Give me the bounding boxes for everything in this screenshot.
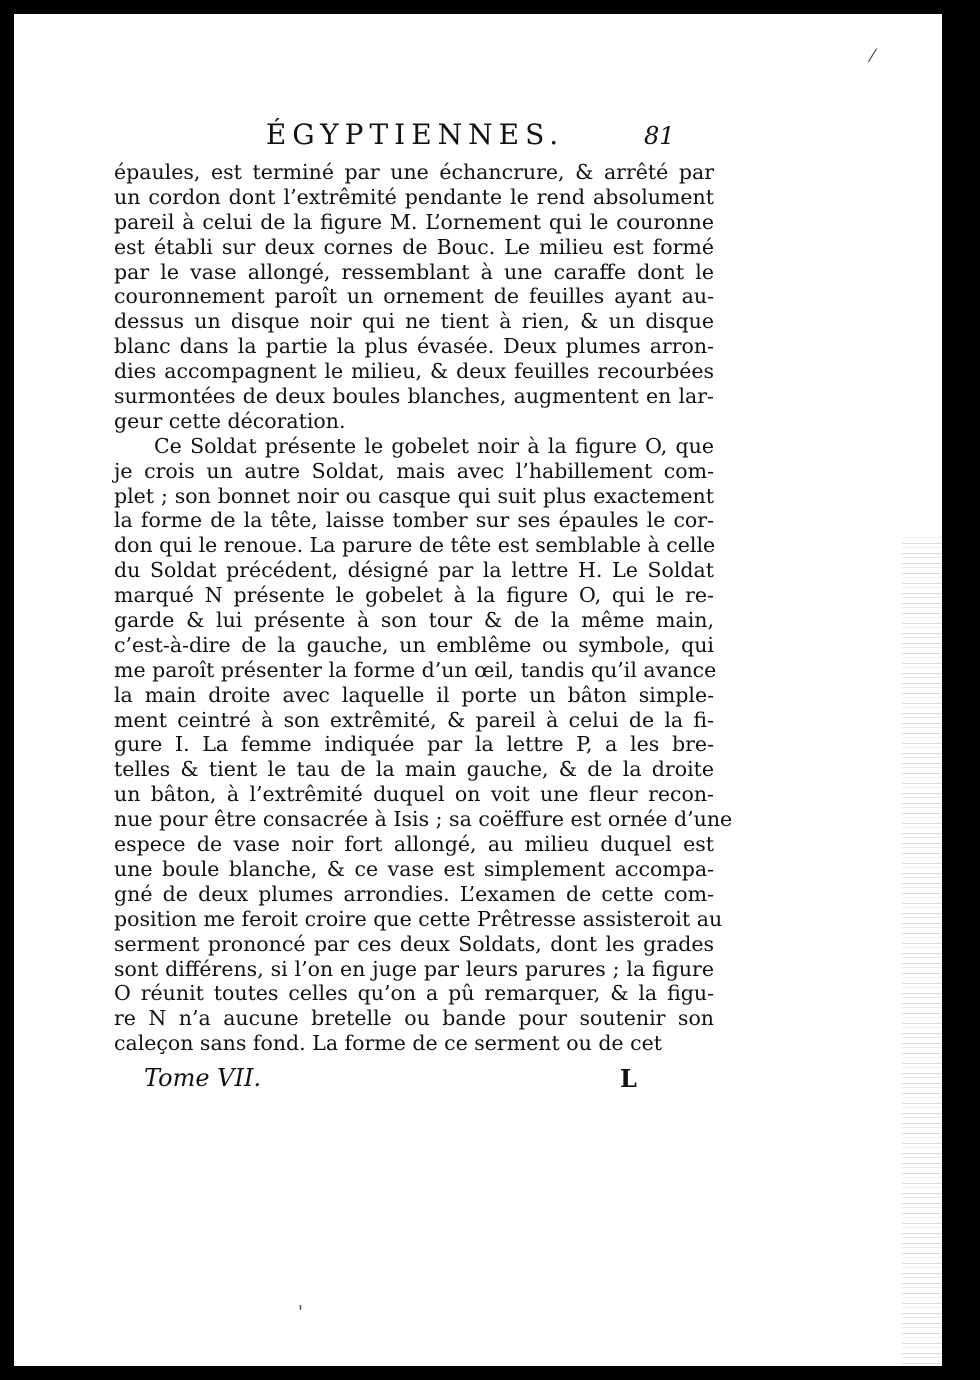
text-line: position me feroit croire que cette Prêtresse assisteroit au	[114, 906, 723, 931]
text-line: une boule blanche, & ce vase est simplement accompa-	[114, 856, 714, 881]
text-line: geur cette décoration.	[114, 408, 346, 433]
text-line: Ce Soldat présente le gobelet noir à la figure O, que	[154, 433, 714, 458]
text-line: du Soldat précédent, désigné par la lettre H. Le Soldat	[114, 558, 714, 583]
text-line: la main droite avec laquelle il porte un bâton simple-	[114, 682, 714, 707]
text-line: je crois un autre Soldat, mais avec l’habillement com-	[114, 458, 714, 483]
text-line: épaules, est terminé par une échancrure, & arrêté par	[114, 160, 714, 184]
text-line: surmontées de deux boules blanches, augmentent en lar-	[114, 384, 714, 409]
text-line: don qui le renoue. La parure de tête est semblable à celle	[114, 533, 716, 558]
text-line: telles & tient le tau de la main gauche, & de la droite	[114, 757, 714, 782]
page-number: 81	[644, 122, 675, 150]
text-line: ment ceintré à son extrêmité, & pareil à celui de la fi-	[114, 707, 714, 732]
text-line: plet ; son bonnet noir ou casque qui suit plus exactement	[114, 483, 714, 508]
running-head	[14, 118, 942, 158]
text-line: est établi sur deux cornes de Bouc. Le milieu est formé	[114, 234, 714, 259]
text-line: c’est-à-dire de la gauche, un emblême ou symbole, qui	[114, 632, 714, 657]
text-line: gure I. La femme indiquée par la lettre P, a les bre-	[114, 732, 714, 757]
paragraph-2	[114, 433, 733, 1056]
text-line: par le vase allongé, ressemblant à une caraffe dont le	[114, 259, 714, 284]
text-line: serment prononcé par ces deux Soldats, dont les grades	[114, 931, 714, 956]
page-footer	[14, 1064, 942, 1094]
body-text	[114, 160, 733, 1056]
text-line: dies accompagnent le milieu, & deux feuilles recourbées	[114, 359, 714, 384]
text-line: pareil à celui de la figure M. L’ornement qui le couronne	[114, 209, 714, 234]
stray-mark-top: ⁄	[871, 46, 875, 67]
text-line: me paroît présenter la forme d’un œil, tandis qu’il avance	[114, 657, 717, 682]
text-line: caleçon sans fond. La forme de ce serment ou de cet	[114, 1031, 662, 1056]
text-line: un cordon dont l’extrêmité pendante le rend absolument	[114, 184, 714, 209]
page-edge-shadow	[902, 534, 942, 1364]
text-line: couronnement paroît un ornement de feuilles ayant au-	[114, 284, 714, 309]
volume-signature: Tome VII.	[144, 1064, 262, 1092]
text-line: un bâton, à l’extrêmité duquel on voit une fleur recon-	[114, 782, 714, 807]
paragraph-1	[114, 160, 714, 434]
text-line: re N n’a aucune bretelle ou bande pour soutenir son	[114, 1006, 714, 1031]
text-line: sont différens, si l’on en juge par leurs parures ; la figure	[114, 956, 714, 981]
text-line: nue pour être consacrée à Isis ; sa coëffure est ornée d’une	[114, 807, 733, 832]
text-line: marqué N présente le gobelet à la figure O, qui le re-	[114, 583, 714, 608]
stray-mark-bottom: '	[298, 1302, 303, 1323]
signature-mark: L	[620, 1064, 637, 1093]
text-line: espece de vase noir fort allongé, au milieu duquel est	[114, 832, 714, 857]
running-head-title: ÉGYPTIENNES.	[265, 118, 565, 151]
text-line: garde & lui présente à son tour & de la même main,	[114, 608, 714, 633]
text-line: blanc dans la partie la plus évasée. Deux plumes arron-	[114, 334, 714, 359]
text-line: O réunit toutes celles qu’on a pû remarquer, & la figu-	[114, 981, 714, 1006]
text-line: dessus un disque noir qui ne tient à rien, & un disque	[114, 309, 714, 334]
text-line: gné de deux plumes arrondies. L’examen de cette com-	[114, 881, 714, 906]
text-line: la forme de la tête, laisse tomber sur ses épaules le cor-	[114, 508, 714, 533]
book-page	[14, 14, 942, 1366]
